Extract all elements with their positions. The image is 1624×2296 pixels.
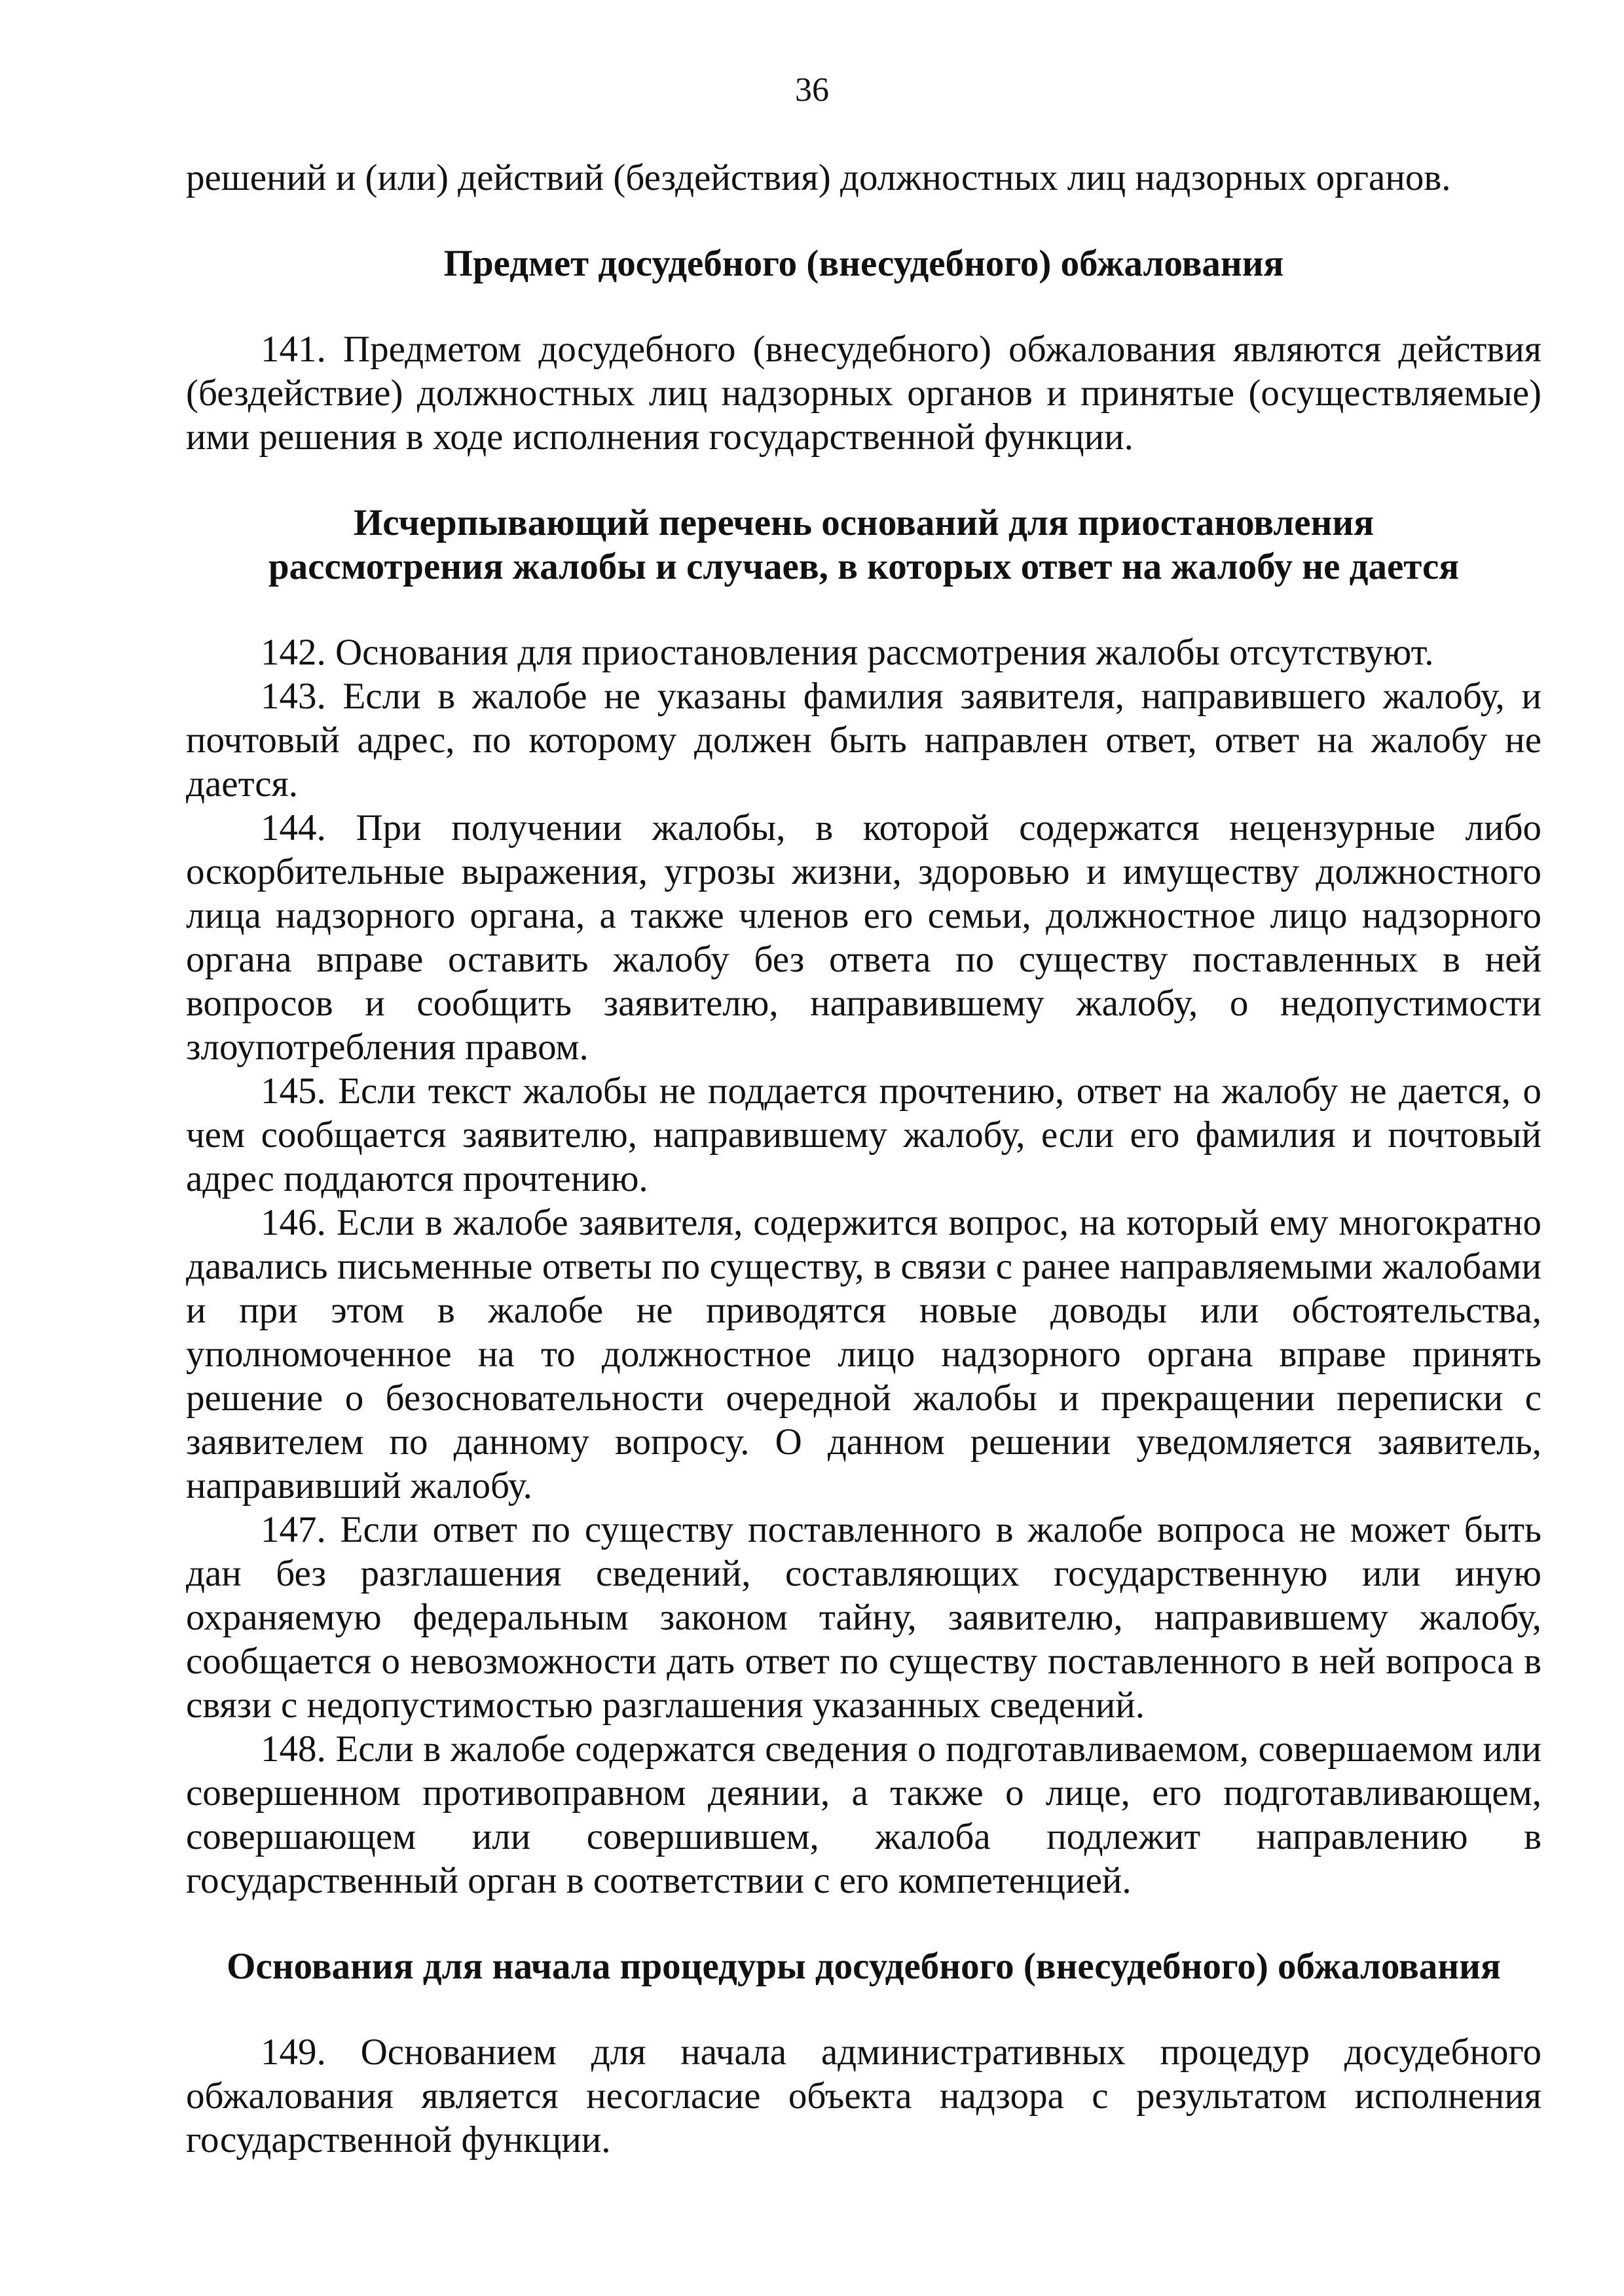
- paragraph-148: 148. Если в жалобе содержатся сведения о подготавливаемом, совершаемом или совершенном противоправном деянии, а также о лице, его подготавливающем, совершающем или совершившем, жалоба подлежит направлению в государственный орган в соответствии с его компетенцией.: [186, 1728, 1541, 1901]
- paragraph-141: 141. Предметом досудебного (внесудебного) обжалования являются действия (бездействие) должностных лиц надзорных органов и принятые (осуществляемые) ими решения в ходе исполнения государственной функции.: [186, 329, 1541, 458]
- page-number: 36: [795, 71, 829, 109]
- document-body: [186, 156, 1541, 2162]
- heading-appeal-start-grounds: Основания для начала процедуры досудебного (внесудебного) обжалования: [227, 1946, 1501, 1987]
- paragraph-145: 145. Если текст жалобы не поддается прочтению, ответ на жалобу не дается, о чем сообщается заявителю, направившему жалобу, если его фамилия и почтовый адрес поддаются прочтению.: [186, 1070, 1541, 1199]
- heading-suspension-grounds: [186, 501, 1541, 589]
- heading-suspension-grounds-line-2: рассмотрения жалобы и случаев, в которых ответ на жалобу не дается: [268, 546, 1460, 587]
- paragraph-149: 149. Основанием для начала административных процедур досудебного обжалования является несогласие объекта надзора с результатом исполнения государственной функции.: [186, 2032, 1541, 2160]
- paragraph-146: 146. Если в жалобе заявителя, содержится вопрос, на который ему многократно давались письменные ответы по существу, в связи с ранее направляемыми жалобами и при этом в жалобе не приводятся новые доводы или обстоятельства, уполномоченное на то должностное лицо надзорного органа вправе принять решение о безосновательности очередной жалобы и прекращении переписки с заявителем по данному вопросу. О данном решении уведомляется заявитель, направивший жалобу.: [186, 1202, 1541, 1506]
- paragraph-147: 147. Если ответ по существу поставленного в жалобе вопроса не может быть дан без разглашения сведений, составляющих государственную или иную охраняемую федеральным законом тайну, заявителю, направившему жалобу, сообщается о невозможности дать ответ по существу поставленного в ней вопроса в связи с недопустимостью разглашения указанных сведений.: [186, 1509, 1541, 1726]
- paragraph-143: 143. Если в жалобе не указаны фамилия заявителя, направившего жалобу, и почтовый адрес, по которому должен быть направлен ответ, ответ на жалобу не дается.: [186, 676, 1541, 805]
- paragraph-144: 144. При получении жалобы, в которой содержатся нецензурные либо оскорбительные выражения, угрозы жизни, здоровью и имуществу должностного лица надзорного органа, а также членов его семьи, должностное лицо надзорного органа вправе оставить жалобу без ответа по существу поставленных в ней вопросов и сообщить заявителю, направившему жалобу, о недопустимости злоупотребления правом.: [186, 807, 1541, 1068]
- intro-line: решений и (или) действий (бездействия) должностных лиц надзорных органов.: [186, 157, 1451, 198]
- heading-appeal-subject: Предмет досудебного (внесудебного) обжалования: [443, 243, 1284, 284]
- paragraph-142: 142. Основания для приостановления рассмотрения жалобы отсутствуют.: [261, 632, 1434, 673]
- heading-suspension-grounds-line-1: Исчерпывающий перечень оснований для приостановления: [353, 502, 1375, 543]
